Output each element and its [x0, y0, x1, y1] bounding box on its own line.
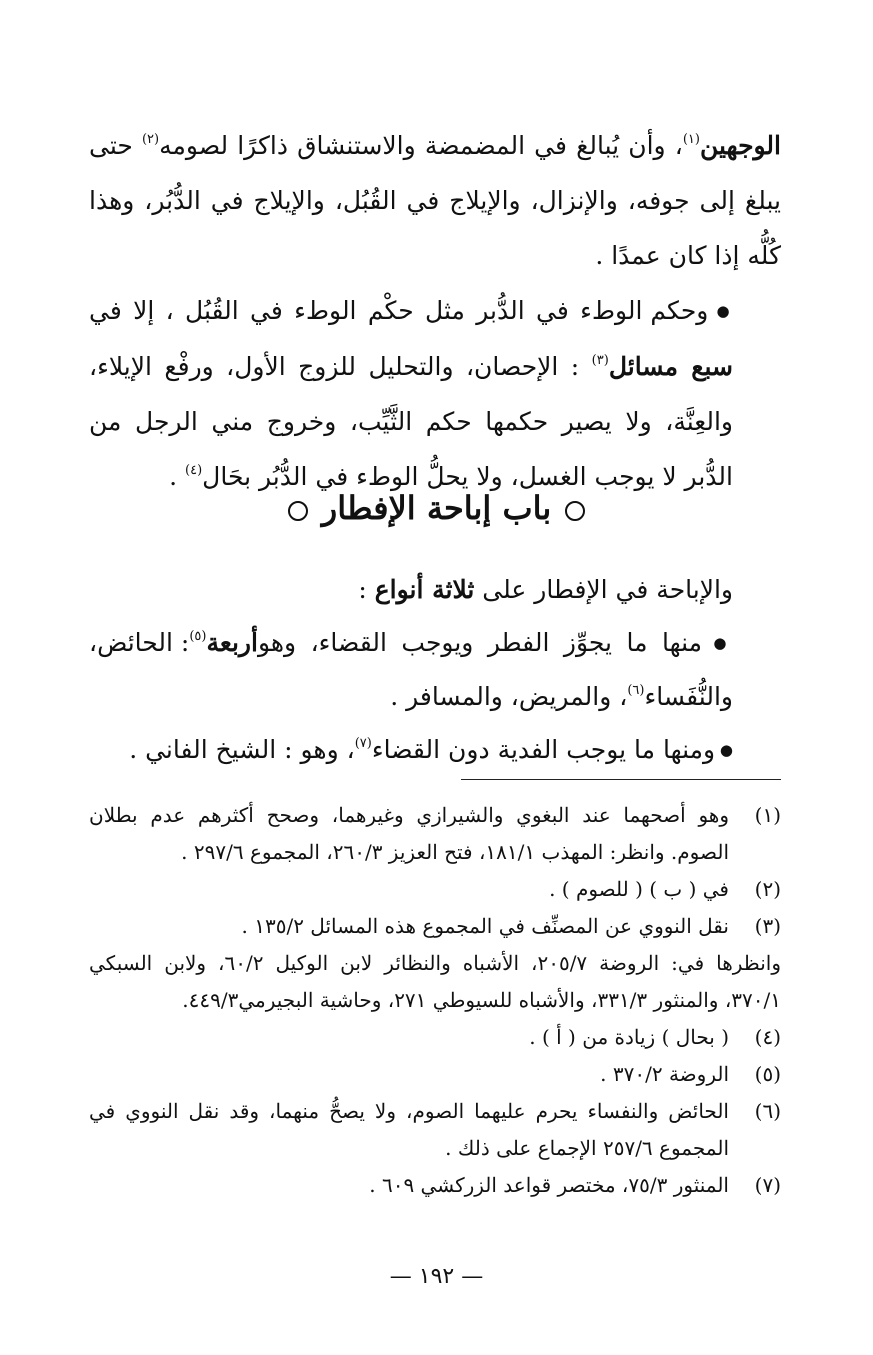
chapter-heading — [0, 480, 873, 536]
text-run: . — [169, 462, 186, 491]
footnote — [89, 871, 781, 908]
bold-term: أربعة — [206, 628, 258, 657]
circle-ornament-icon — [565, 501, 585, 521]
text-run: : الحائض، والنُّفَساء — [89, 628, 733, 711]
footnote-ref: (١) — [682, 132, 700, 147]
footnote-ref: (٢) — [141, 132, 160, 147]
list-item-1 — [89, 616, 781, 723]
text-run: : — [358, 575, 375, 604]
footnote — [89, 908, 781, 945]
footnote-ref: (٤) — [185, 463, 203, 478]
section-intro — [89, 563, 781, 616]
text-run: والإباحة في الإفطار على — [474, 575, 733, 604]
footnote-ref: (٦) — [627, 683, 645, 698]
main-text — [89, 118, 781, 504]
footnote — [89, 1093, 781, 1167]
footnote-ref: (٣) — [591, 353, 609, 368]
footnote-number: (٧) — [754, 1173, 781, 1197]
footnote-text: الروضة ٣٧٠/٢ . — [600, 1062, 729, 1086]
bold-term: ثلاثة أنواع — [374, 575, 475, 604]
bold-term: الوجهين — [699, 131, 781, 160]
footnote-divider — [461, 779, 781, 780]
text-run: ، والمريض، والمسافر . — [390, 682, 628, 711]
text-run: ، وأن يُبالغ في المضمضة والاستنشاق ذاكرًا لصومه — [159, 131, 683, 160]
footnote-text: المنثور ٧٥/٣، مختصر قواعد الزركشي ٦٠٩ . — [369, 1173, 729, 1197]
footnote-text: نقل النووي عن المصنِّف في المجموع هذه المسائل ١٣٥/٢ . — [241, 914, 729, 938]
page-number: — ١٩٢ — — [389, 1264, 484, 1289]
circle-ornament-icon — [288, 501, 308, 521]
text-run: وحكم الوطء في الدُّبر مثل حكْم الوطء في القُبُل ، إلا في — [89, 296, 709, 325]
text-run: ومنها ما يوجب الفدية دون القضاء — [371, 735, 716, 764]
footnote-text: في ( ب ) ( للصوم ) . — [549, 877, 729, 901]
footnote-text: ( بحال ) زيادة من ( أ ) . — [529, 1025, 729, 1049]
footnote-text: وانظرها في: الروضة ٢٠٥/٧، الأشباه والنظائر لابن الوكيل ٦٠/٢، ولابن السبكي ٣٧٠/١، والمنثور ٣٣١/٣، والأشباه للسيوطي ٢٧١، وحاشية البجيرمي٤٤٩/٣. — [89, 951, 781, 1012]
footnote-number: (١) — [754, 803, 781, 827]
footnote-number: (٦) — [754, 1099, 781, 1123]
text-run: : الإحصان، والتحليل للزوج الأول، ورفْع الإيلاء، والعِنَّة، ولا يصير حكمها حكم الثَّيِّب، وخروج مني الرجل من الدُّبر لا يوجب الغسل، ولا يحلُّ الوطء في الدُّبُر بحَال — [89, 352, 733, 491]
footnote-number: (٢) — [754, 877, 781, 901]
footnote — [89, 1019, 781, 1056]
list-item-2 — [89, 723, 781, 777]
footnote — [89, 1056, 781, 1093]
heading-text: باب إباحة الإفطار — [321, 489, 552, 527]
footnotes — [89, 797, 781, 1204]
text-run: ، وهو : الشيخ الفاني . — [129, 735, 355, 764]
footnote — [89, 797, 781, 871]
text-run: منها ما يجوِّز الفطر ويوجب القضاء، وهو — [257, 628, 703, 657]
section-text — [89, 563, 781, 777]
paragraph-1 — [89, 118, 781, 283]
footnote-ref: (٥) — [189, 629, 207, 644]
footnote-ref: (٧) — [354, 736, 372, 751]
paragraph-2 — [89, 283, 781, 504]
footnote-number: (٥) — [754, 1062, 781, 1086]
footnote-text: الحائض والنفساء يحرم عليهما الصوم، ولا يصحُّ منهما، وقد نقل النووي في المجموع ٢٥٧/٦ الإجماع على ذلك . — [89, 1099, 729, 1160]
bold-term: سبع مسائل — [608, 352, 734, 381]
text-run: حتى يبلغ إلى جوفه، والإنزال، والإيلاج في القُبُل، والإيلاج في الدُّبُر، وهذا كُلُّه إذا كان عمدًا . — [89, 131, 781, 270]
footnote-number: (٣) — [754, 914, 781, 938]
footnote-number: (٤) — [754, 1025, 781, 1049]
footnote-continuation — [89, 945, 781, 1019]
footnote — [89, 1167, 781, 1204]
footnote-text: وهو أصحهما عند البغوي والشيرازي وغيرهما، وصحح أكثرهم عدم بطلان الصوم. وانظر: المهذب ١٨١/١، فتح العزيز ٢٦٠/٣، المجموع ٢٩٧/٦ . — [89, 803, 729, 864]
